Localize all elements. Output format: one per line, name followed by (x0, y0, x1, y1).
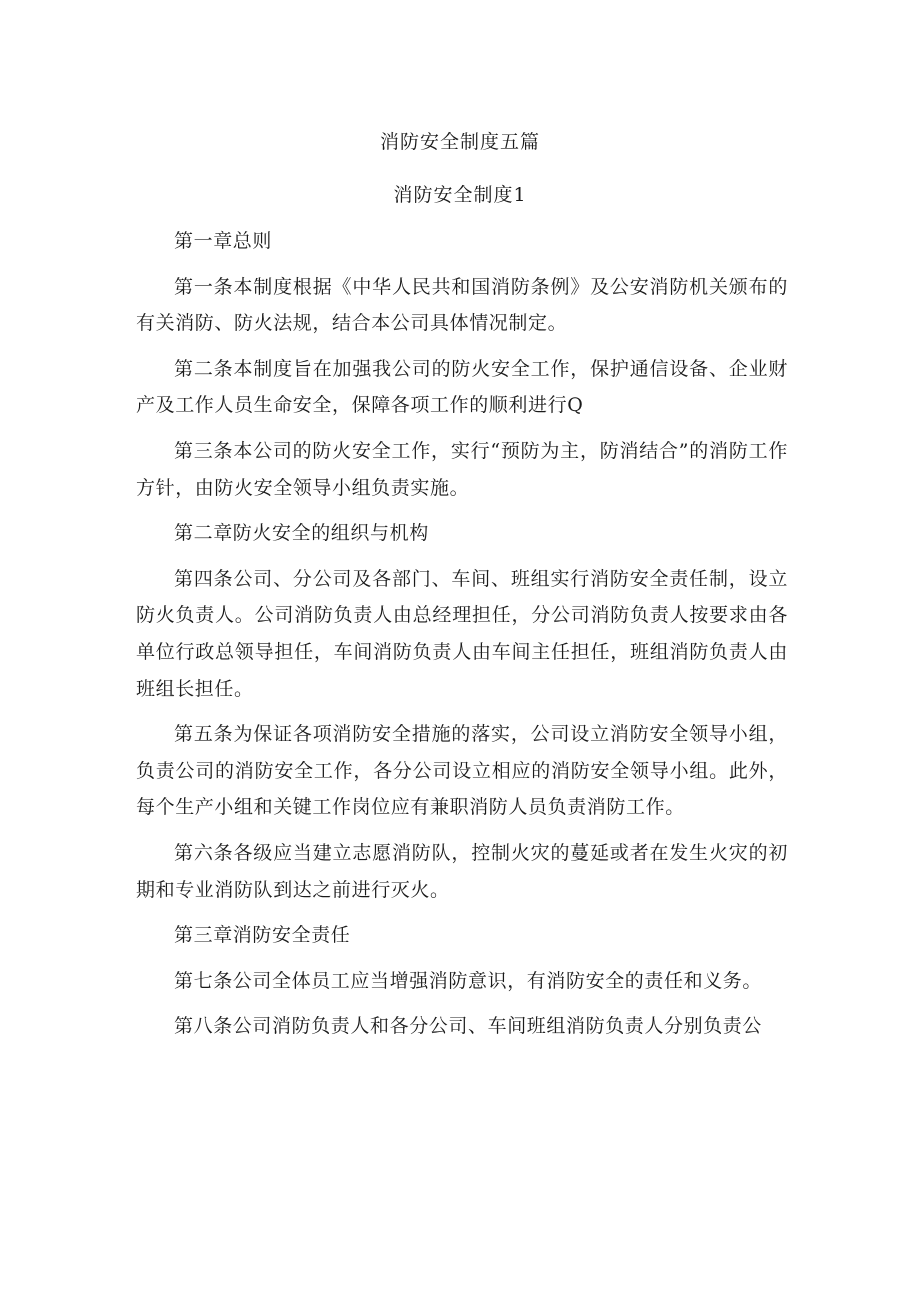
document-subtitle: 消防安全制度1 (393, 184, 527, 206)
article-paragraph: 第一条本制度根据《中华人民共和国消防条例》及公安消防机关颁布的有关消防、防火法规，结合本公司具体情况制定。 (136, 275, 788, 335)
article-paragraph: 第四条公司、分公司及各部门、车间、班组实行消防安全责任制，设立防火负责人。公司消防负责人由总经理担任，分公司消防负责人按要求由各单位行政总领导担任，车间消防负责人由车间主任担任，班组消防负责人由班组长担任。 (136, 567, 788, 700)
chapter-heading: 第一章总则 (174, 230, 273, 252)
article-paragraph: 第八条公司消防负责人和各分公司、车间班组消防负责人分别负责公 (174, 1015, 763, 1038)
chapter-heading: 第二章防火安全的组织与机构 (174, 522, 429, 545)
article-paragraph: 第六条各级应当建立志愿消防队，控制火灾的蔓延或者在发生火灾的初期和专业消防队到达之前进行灭火。 (136, 841, 788, 901)
article-paragraph: 第三条本公司的防火安全工作，实行“预防为主，防消结合”的消防工作方针，由防火安全领导小组负责实施。 (136, 439, 788, 499)
chapter-heading: 第三章消防安全责任 (174, 924, 351, 947)
document-title: 消防安全制度五篇 (379, 131, 540, 153)
article-paragraph: 第五条为保证各项消防安全措施的落实，公司设立消防安全领导小组，负责公司的消防安全工作，各分公司设立相应的消防安全领导小组。此外，每个生产小组和关键工作岗位应有兼职消防人员负责消防工作。 (136, 723, 788, 819)
article-paragraph: 第二条本制度旨在加强我公司的防火安全工作，保护通信设备、企业财产及工作人员生命安全，保障各项工作的顺利进行Q (136, 357, 788, 417)
document-body (136, 223, 788, 1054)
article-paragraph: 第七条公司全体员工应当增强消防意识，有消防安全的责任和义务。 (174, 969, 763, 992)
